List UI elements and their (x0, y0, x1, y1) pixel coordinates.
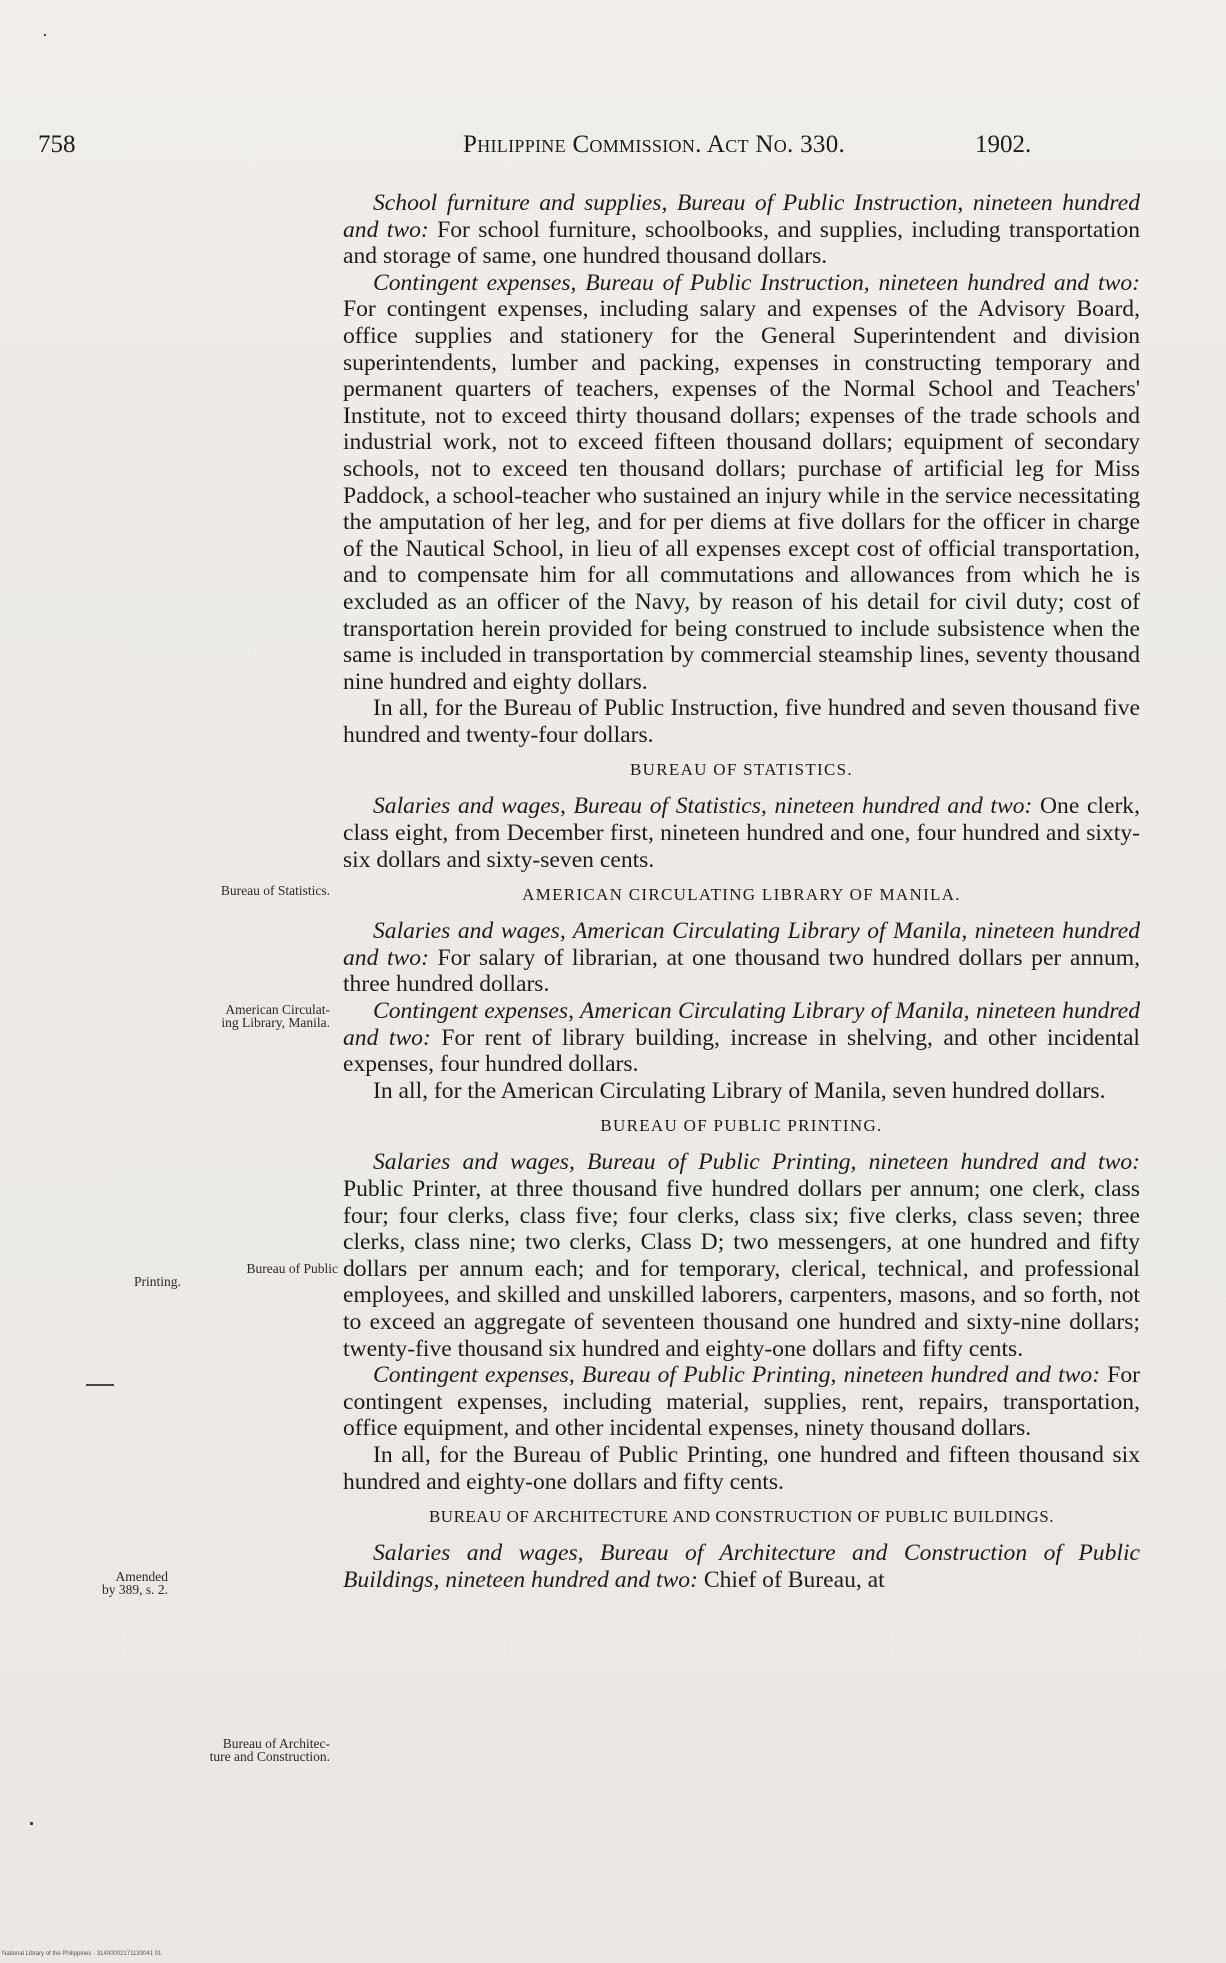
paragraph (343, 1442, 1140, 1495)
margin-note-circulating-library (120, 1003, 330, 1029)
paragraph-text: One clerk, class eight, from December first, nineteen hundred and one, four hundred and sixty-six dollars and sixty-seven cents. (343, 793, 1141, 873)
page-number: 758 (38, 131, 76, 158)
section-heading-statistics: BUREAU OF STATISTICS. (630, 760, 853, 780)
paragraph-lead: Contingent expenses, Bureau of Public Printing, nineteen hundred and two: (373, 1362, 1101, 1389)
paragraph-text: For salary of librarian, at one thousand two hundred dollars per annum, three hundred dollars. (343, 944, 1140, 998)
paragraph (343, 270, 1140, 696)
paragraph-text: In all, for the Bureau of Public Instruction, five hundred and seven thousand five hundred and twenty-four dollars. (343, 695, 1140, 748)
margin-note-text: Bureau of Statistics. (220, 883, 330, 898)
paragraph-text: In all, for the American Circulating Library of Manila, seven hundred dollars. (373, 1077, 1106, 1104)
paragraph (343, 998, 1140, 1078)
paragraph-lead: Contingent expenses, American Circulating Library of Manila, nineteen hundred and two: (343, 998, 1140, 1051)
paragraph (343, 1149, 1140, 1362)
paragraph (343, 1078, 1140, 1105)
margin-note-line: ing Library, Manila. (221, 1015, 330, 1030)
margin-note-line: Bureau of Architec- (222, 1736, 330, 1751)
paragraph-lead: Salaries and wages, Bureau of Public Printing, nineteen hundred and two: (373, 1149, 1140, 1176)
running-head: Philippine Commission. Act No. 330. (463, 131, 846, 158)
paragraph-text: For contingent expenses, including salary and expenses of the Advisory Board, office supplies and stationery for the General Superintendent and division superintendents, lumber and packing, expenses in constructing temporary and permanent quarters of teachers, expenses of the Normal School and Teachers' Institute, not to exceed thirty thousand dollars; expenses of the trade schools and industrial work, not to exceed fifteen thousand dollars; equipment of secondary schools, not to exceed ten thousand dollars; purchase of artificial leg for Miss Paddock, a school-teacher who sustained an injury while in the service necessitating the amputation of her leg, and for per diems at five dollars for the officer in charge of the Nautical School, in lieu of all expenses except cost of official transportation, and to compensate him for all commutations and allowances from which he is excluded as an officer of the Navy, by reason of his detail for civil duty; cost of transportation herein provided for being construed to include subsistence when the same is included in transportation by commercial steamship lines, seventy thousand nine hundred and eighty dollars. (343, 296, 1140, 695)
paragraph (343, 918, 1140, 998)
paragraph-text: Public Printer, at three thousand five hundred dollars per annum; one clerk, class four; four clerks, class five; four clerks, class six; five clerks, class seven; three clerks, class nine; two clerks, Class D; two messengers, at one hundred and fifty dollars per annum each; and for temporary, clerical, technical, and professional employees, and skilled and unskilled laborers, carpenters, masons, and so forth, not to exceed an aggregate of seventeen thousand one hundred and sixty-nine dollars; twenty-five thousand six hundred and eighty-one dollars and fifty cents. (343, 1176, 1140, 1362)
ink-speck (86, 1384, 114, 1386)
margin-note-architecture (120, 1737, 330, 1763)
body-text (343, 190, 1140, 1593)
margin-note-line: Bureau of Public (246, 1261, 338, 1276)
margin-note-line: ture and Construction. (209, 1749, 330, 1764)
paragraph-lead: School furniture and supplies, Bureau of Public Instruction, nineteen hundred and two: (343, 190, 1140, 243)
ink-speck (30, 1822, 33, 1825)
header-year: 1902. (975, 131, 1032, 158)
paragraph-lead: Contingent expenses, Bureau of Public Instruction, nineteen hundred and two: (373, 269, 1140, 296)
paragraph-text: Chief of Bureau, at (697, 1566, 885, 1593)
paragraph-text: For school furniture, schoolbooks, and supplies, including transportation and storage of same, one hundred thousand dollars. (343, 216, 1140, 270)
section-heading-architecture: BUREAU OF ARCHITECTURE AND CONSTRUCTION OF PUBLIC BUILDINGS. (428, 1507, 1055, 1527)
paragraph-lead: Salaries and wages, Bureau of Architecture and Construction of Public Buildings, nineteen hundred and two: (343, 1540, 1140, 1593)
paragraph-lead: Salaries and wages, Bureau of Statistics, nineteen hundred and two: (373, 793, 1033, 820)
paragraph (343, 1362, 1140, 1442)
margin-note-public-printing (120, 1262, 338, 1288)
ink-speck (44, 34, 46, 36)
margin-note-line: by 389, s. 2. (101, 1582, 168, 1597)
footer-credit: National Library of the Philippines · 31400002171133041 01 (2, 1951, 162, 1957)
margin-note-line: American Circulat- (225, 1002, 330, 1017)
section-heading-library: AMERICAN CIRCULATING LIBRARY OF MANILA. (522, 885, 961, 905)
paragraph (343, 1540, 1140, 1593)
margin-note-amended (20, 1570, 168, 1596)
margin-note-line: Amended (115, 1569, 168, 1584)
paragraph-text: For rent of library building, increase in shelving, and other incidental expenses, four hundred dollars. (343, 1024, 1140, 1078)
section-heading-printing: BUREAU OF PUBLIC PRINTING. (600, 1116, 883, 1136)
paragraph-text: In all, for the Bureau of Public Printing, one hundred and fifteen thousand six hundred and eighty-one dollars and fifty cents. (343, 1441, 1140, 1495)
paragraph-lead: Salaries and wages, American Circulating Library of Manila, nineteen hundred and two: (343, 918, 1140, 971)
margin-note-bureau-statistics (120, 884, 330, 897)
paragraph-text: For contingent expenses, including material, supplies, rent, repairs, transportation, office equipment, and other incidental expenses, ninety thousand dollars. (343, 1362, 1140, 1442)
margin-note-line: Printing. (134, 1274, 181, 1289)
paragraph (343, 793, 1140, 873)
page-header (38, 131, 1038, 167)
paragraph (343, 190, 1140, 270)
paragraph (343, 695, 1140, 748)
